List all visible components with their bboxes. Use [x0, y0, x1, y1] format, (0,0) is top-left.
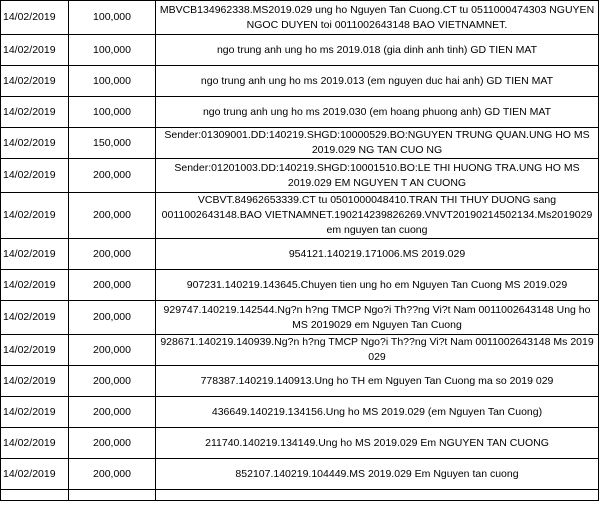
date-cell: 14/02/2019 [1, 335, 69, 366]
amount-cell: 150,000 [69, 128, 156, 159]
date-cell: 14/02/2019 [1, 159, 69, 193]
table-row [1, 128, 599, 159]
description-cell: 928671.140219.140939.Ng?n h?ng TMCP Ngo?i Th??ng Vi?t Nam 0011002643148 Ms 2019 029 [156, 335, 599, 366]
table-row [1, 459, 599, 490]
amount-cell: 100,000 [69, 97, 156, 128]
amount-cell: 200,000 [69, 366, 156, 397]
date-cell: 14/02/2019 [1, 128, 69, 159]
table-row [1, 301, 599, 335]
date-cell: 14/02/2019 [1, 366, 69, 397]
date-cell: 14/02/2019 [1, 97, 69, 128]
table-row [1, 239, 599, 270]
empty-cell [69, 490, 156, 501]
amount-cell: 200,000 [69, 159, 156, 193]
description-cell: 954121.140219.171006.MS 2019.029 [156, 239, 599, 270]
date-cell: 14/02/2019 [1, 66, 69, 97]
description-cell: Sender:01201003.DD:140219.SHGD:10001510.BO:LE THI HUONG TRA.UNG HO MS 2019.029 EM NGUYEN T AN CUONG [156, 159, 599, 193]
amount-cell: 200,000 [69, 301, 156, 335]
date-cell: 14/02/2019 [1, 301, 69, 335]
table-row [1, 193, 599, 239]
empty-cell [1, 490, 69, 501]
amount-cell: 200,000 [69, 193, 156, 239]
empty-cell [156, 490, 599, 501]
amount-cell: 100,000 [69, 66, 156, 97]
description-cell: ngo trung anh ung ho ms 2019.013 (em nguyen duc hai anh) GD TIEN MAT [156, 66, 599, 97]
date-cell: 14/02/2019 [1, 428, 69, 459]
date-cell: 14/02/2019 [1, 1, 69, 35]
table-row [1, 66, 599, 97]
table-row [1, 35, 599, 66]
table-row [1, 1, 599, 35]
description-cell: 852107.140219.104449.MS 2019.029 Em Nguyen tan cuong [156, 459, 599, 490]
date-cell: 14/02/2019 [1, 35, 69, 66]
date-cell: 14/02/2019 [1, 459, 69, 490]
description-cell: ngo trung anh ung ho ms 2019.018 (gia dinh anh tinh) GD TIEN MAT [156, 35, 599, 66]
description-cell: MBVCB134962338.MS2019.029 ung ho Nguyen Tan Cuong.CT tu 0511000474303 NGUYEN NGOC DUYEN toi 0011002643148 BAO VIETNAMNET. [156, 1, 599, 35]
table-row [1, 97, 599, 128]
table-row [1, 270, 599, 301]
description-cell: Sender:01309001.DD:140219.SHGD:10000529.BO:NGUYEN TRUNG QUAN.UNG HO MS 2019.029 NG TAN CUO NG [156, 128, 599, 159]
amount-cell: 200,000 [69, 459, 156, 490]
description-cell: 778387.140219.140913.Ung ho TH em Nguyen Tan Cuong ma so 2019 029 [156, 366, 599, 397]
amount-cell: 200,000 [69, 397, 156, 428]
amount-cell: 200,000 [69, 335, 156, 366]
table-row [1, 159, 599, 193]
description-cell: VCBVT.84962653339.CT tu 0501000048410.TRAN THI THUY DUONG sang 0011002643148.BAO VIETNAMNET.190214239826269.VNVT20190214502134.Ms2019029 em nguyen tan cuong [156, 193, 599, 239]
date-cell: 14/02/2019 [1, 270, 69, 301]
description-cell: 436649.140219.134156.Ung ho MS 2019.029 (em Nguyen Tan Cuong) [156, 397, 599, 428]
description-cell: 907231.140219.143645.Chuyen tien ung ho em Nguyen Tan Cuong MS 2019.029 [156, 270, 599, 301]
date-cell: 14/02/2019 [1, 193, 69, 239]
description-cell: ngo trung anh ung ho ms 2019.030 (em hoang phuong anh) GD TIEN MAT [156, 97, 599, 128]
amount-cell: 100,000 [69, 35, 156, 66]
description-cell: 211740.140219.134149.Ung ho MS 2019.029 Em NGUYEN TAN CUONG [156, 428, 599, 459]
table-row [1, 366, 599, 397]
table-row [1, 397, 599, 428]
date-cell: 14/02/2019 [1, 397, 69, 428]
date-cell: 14/02/2019 [1, 239, 69, 270]
description-cell: 929747.140219.142544.Ng?n h?ng TMCP Ngo?i Th??ng Vi?t Nam 0011002643148 Ung ho MS 2019029 em Nguyen Tan Cuong [156, 301, 599, 335]
amount-cell: 200,000 [69, 428, 156, 459]
amount-cell: 200,000 [69, 239, 156, 270]
amount-cell: 200,000 [69, 270, 156, 301]
amount-cell: 100,000 [69, 1, 156, 35]
table-row-partial [1, 490, 599, 501]
table-row [1, 428, 599, 459]
table-row [1, 335, 599, 366]
